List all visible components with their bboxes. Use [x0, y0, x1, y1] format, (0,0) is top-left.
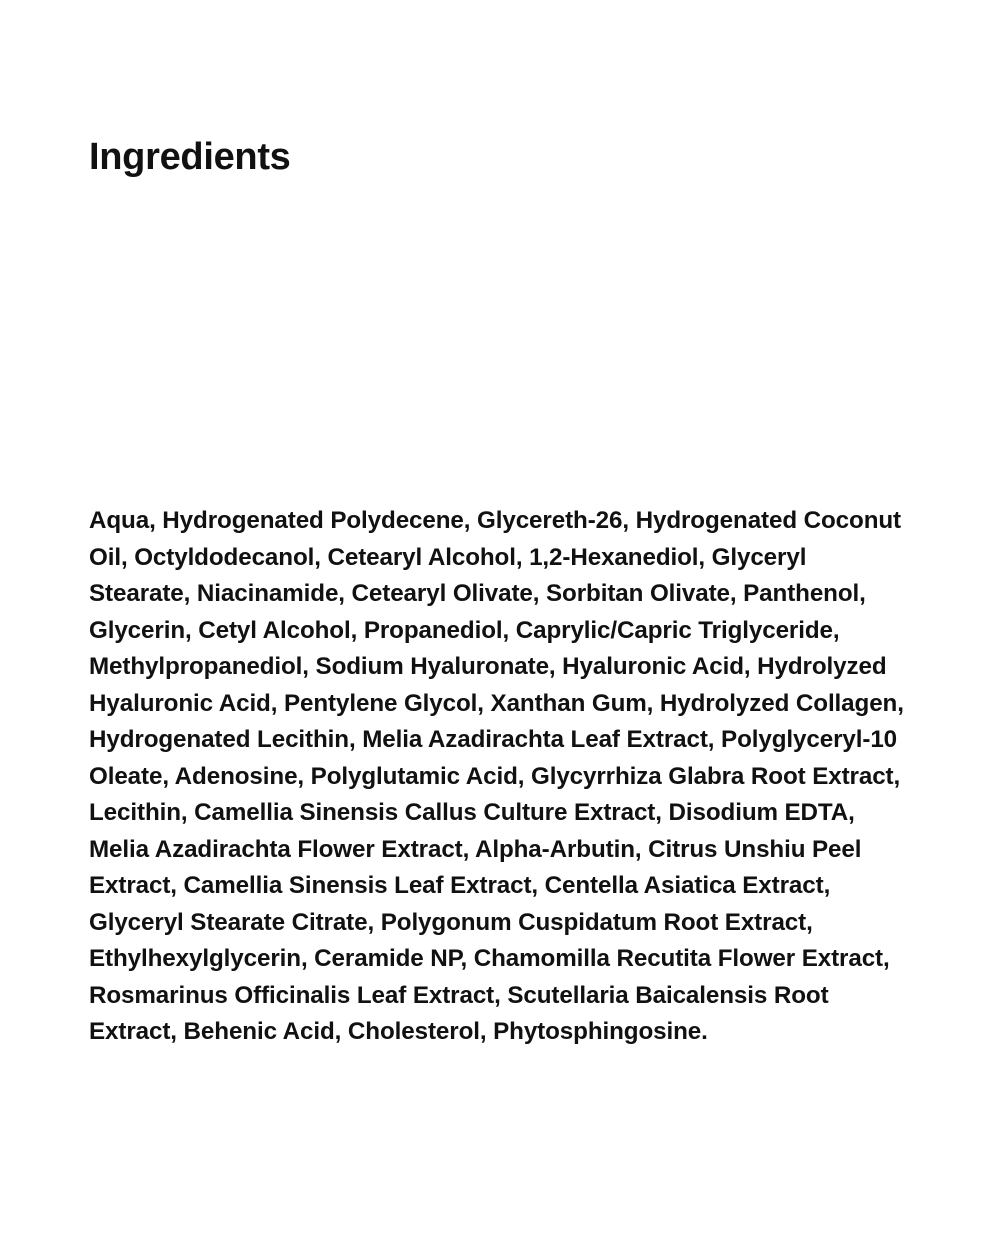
page-title: Ingredients: [89, 136, 291, 178]
ingredients-list: Aqua, Hydrogenated Polydecene, Glycereth-26, Hydrogenated Coconut Oil, Octyldodecanol, Cetearyl Alcohol, 1,2-Hexanediol, Glyceryl Stearate, Niacinamide, Cetearyl Olivate, Sorbitan Olivate, Panthenol, Glycerin, Cetyl Alcohol, Propanediol, Caprylic/Capric Triglyceride, Methylpropanediol, Sodium Hyaluronate, Hyaluronic Acid, Hydrolyzed Hyaluronic Acid, Pentylene Glycol, Xanthan Gum, Hydrolyzed Collagen, Hydrogenated Lecithin, Melia Azadirachta Leaf Extract, Polyglyceryl-10 Oleate, Adenosine, Polyglutamic Acid, Glycyrrhiza Glabra Root Extract, Lecithin, Camellia Sinensis Callus Culture Extract, Disodium EDTA, Melia Azadirachta Flower Extract, Alpha-Arbutin, Citrus Unshiu Peel Extract, Camellia Sinensis Leaf Extract, Centella Asiatica Extract, Glyceryl Stearate Citrate, Polygonum Cuspidatum Root Extract, Ethylhexylglycerin, Ceramide NP, Chamomilla Recutita Flower Extract, Rosmarinus Officinalis Leaf Extract, Scutellaria Baicalensis Root Extract, Behenic Acid, Cholesterol, Phytosphingosine.: [89, 507, 904, 1045]
